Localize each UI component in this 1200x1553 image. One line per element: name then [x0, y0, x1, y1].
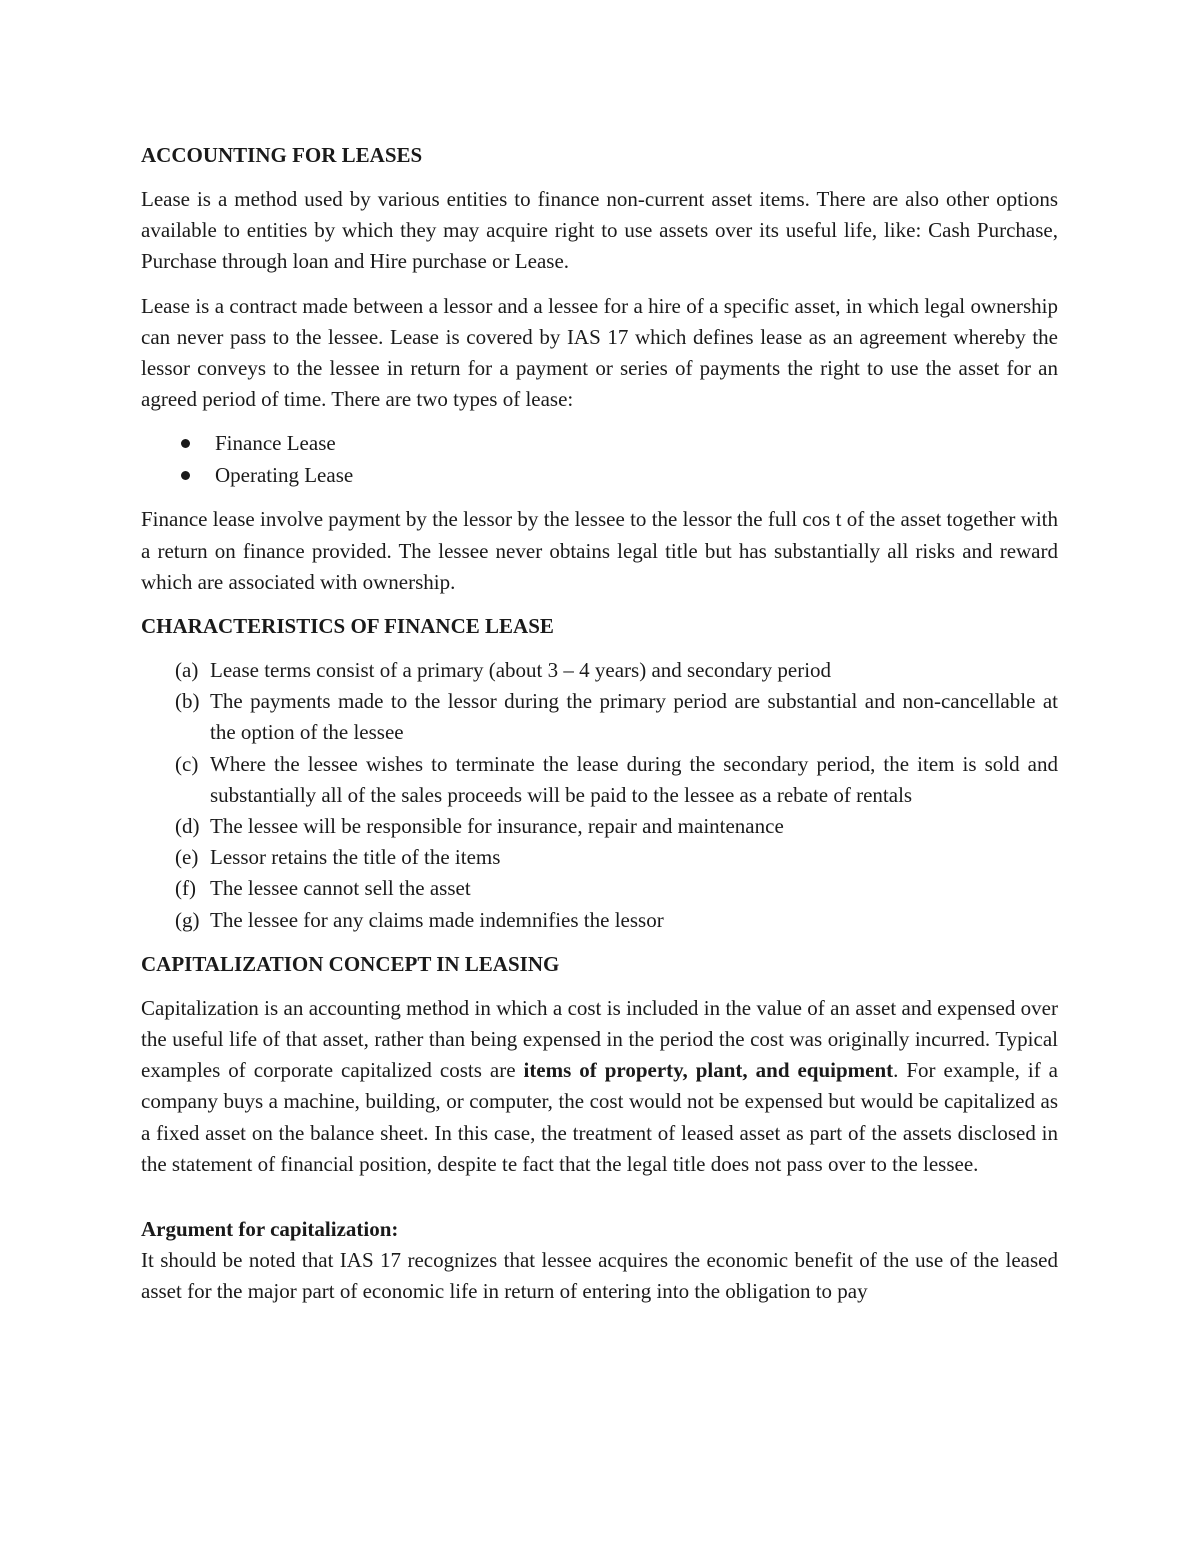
list-item-text: The lessee cannot sell the asset: [210, 876, 471, 901]
page-title: ACCOUNTING FOR LEASES: [141, 143, 423, 167]
lease-types-list: [141, 428, 1058, 491]
list-item: [141, 460, 1058, 492]
list-item: [141, 842, 1058, 873]
list-item: [141, 905, 1058, 936]
finance-lease-paragraph: Finance lease involve payment by the lessor by the lessee to the lessor the full cos t of the asset together with a return on finance provided. The lessee never obtains legal title but has substantially all risks and reward which are associated with ownership.: [141, 507, 1058, 594]
list-item: [141, 655, 1058, 686]
argument-paragraph: It should be noted that IAS 17 recognizes that lessee acquires the economic benefit of the use of the leased asset for the major part of economic life in return of entering into the obligation to pay: [141, 1248, 1058, 1304]
list-item-text: The lessee will be responsible for insurance, repair and maintenance: [210, 814, 784, 839]
bullet-icon: [181, 439, 190, 448]
capitalization-bold-text: items of property, plant, and equipment: [523, 1058, 894, 1083]
intro-paragraph: Lease is a method used by various entities to finance non-current asset items. There are also other options available to entities by which they may acquire right to use assets over its useful life, like: Cash Purchase, Purchase through loan and Hire purchase or Lease.: [141, 187, 1058, 274]
list-item-label: (g): [175, 907, 200, 932]
list-item-label: (f): [175, 876, 196, 901]
capitalization-text-part1: Capitalization is an accounting method in which a cost is included in the value of an asset and expensed over the useful life of that asset, rather than being expensed in the period the cost was originally incurred. Typical examples of corporate capitalized costs are: [141, 995, 1058, 1083]
argument-heading: Argument for capitalization:: [141, 1217, 399, 1242]
capitalization-text-part2: . For example, if a company buys a machine, building, or computer, the cost would not be expensed but would be capitalized as a fixed asset on the balance sheet. In this case, the treatment of leased asset as part of the assets disclosed in the statement of financial position, despite te fact that the legal title does not pass over to the lessee.: [141, 1058, 1058, 1176]
list-item: [141, 811, 1058, 842]
definition-paragraph: Lease is a contract made between a lessor and a lessee for a hire of a specific asset, in which legal ownership can never pass to the lessee. Lease is covered by IAS 17 which defines lease as an agreement whereby the lessor conveys to the lessee in return for a payment or series of payments the right to use the asset for an agreed period of time. There are two types of lease:: [141, 293, 1058, 412]
list-item-text: The lessee for any claims made indemnifies the lessor: [210, 907, 664, 932]
list-item: [141, 686, 1058, 748]
characteristics-heading: CHARACTERISTICS OF FINANCE LEASE: [141, 614, 554, 639]
list-item-label: (b): [175, 689, 200, 714]
list-item-text: Where the lessee wishes to terminate the lease during the secondary period, the item is sold and substantially all of the sales proceeds will be paid to the lessee as a rebate of rentals: [210, 751, 1058, 807]
list-item-label: (d): [175, 814, 200, 839]
list-item-label: (c): [175, 751, 199, 776]
document-body: [141, 140, 1058, 1307]
capitalization-paragraph: [141, 993, 1058, 1180]
characteristics-list: [141, 655, 1058, 936]
list-item-text: The payments made to the lessor during the primary period are substantial and non-cancellable at the option of the lessee: [210, 689, 1058, 745]
list-item-text: Finance Lease: [215, 431, 336, 456]
list-item-text: Operating Lease: [215, 462, 354, 487]
list-item: [141, 749, 1058, 811]
capitalization-heading: CAPITALIZATION CONCEPT IN LEASING: [141, 951, 560, 976]
list-item: [141, 428, 1058, 460]
list-item-label: (a): [175, 658, 199, 683]
list-item-label: (e): [175, 845, 199, 870]
bullet-icon: [181, 471, 190, 480]
list-item: [141, 873, 1058, 904]
list-item-text: Lease terms consist of a primary (about 3 – 4 years) and secondary period: [210, 658, 832, 683]
list-item-text: Lessor retains the title of the items: [210, 845, 501, 870]
